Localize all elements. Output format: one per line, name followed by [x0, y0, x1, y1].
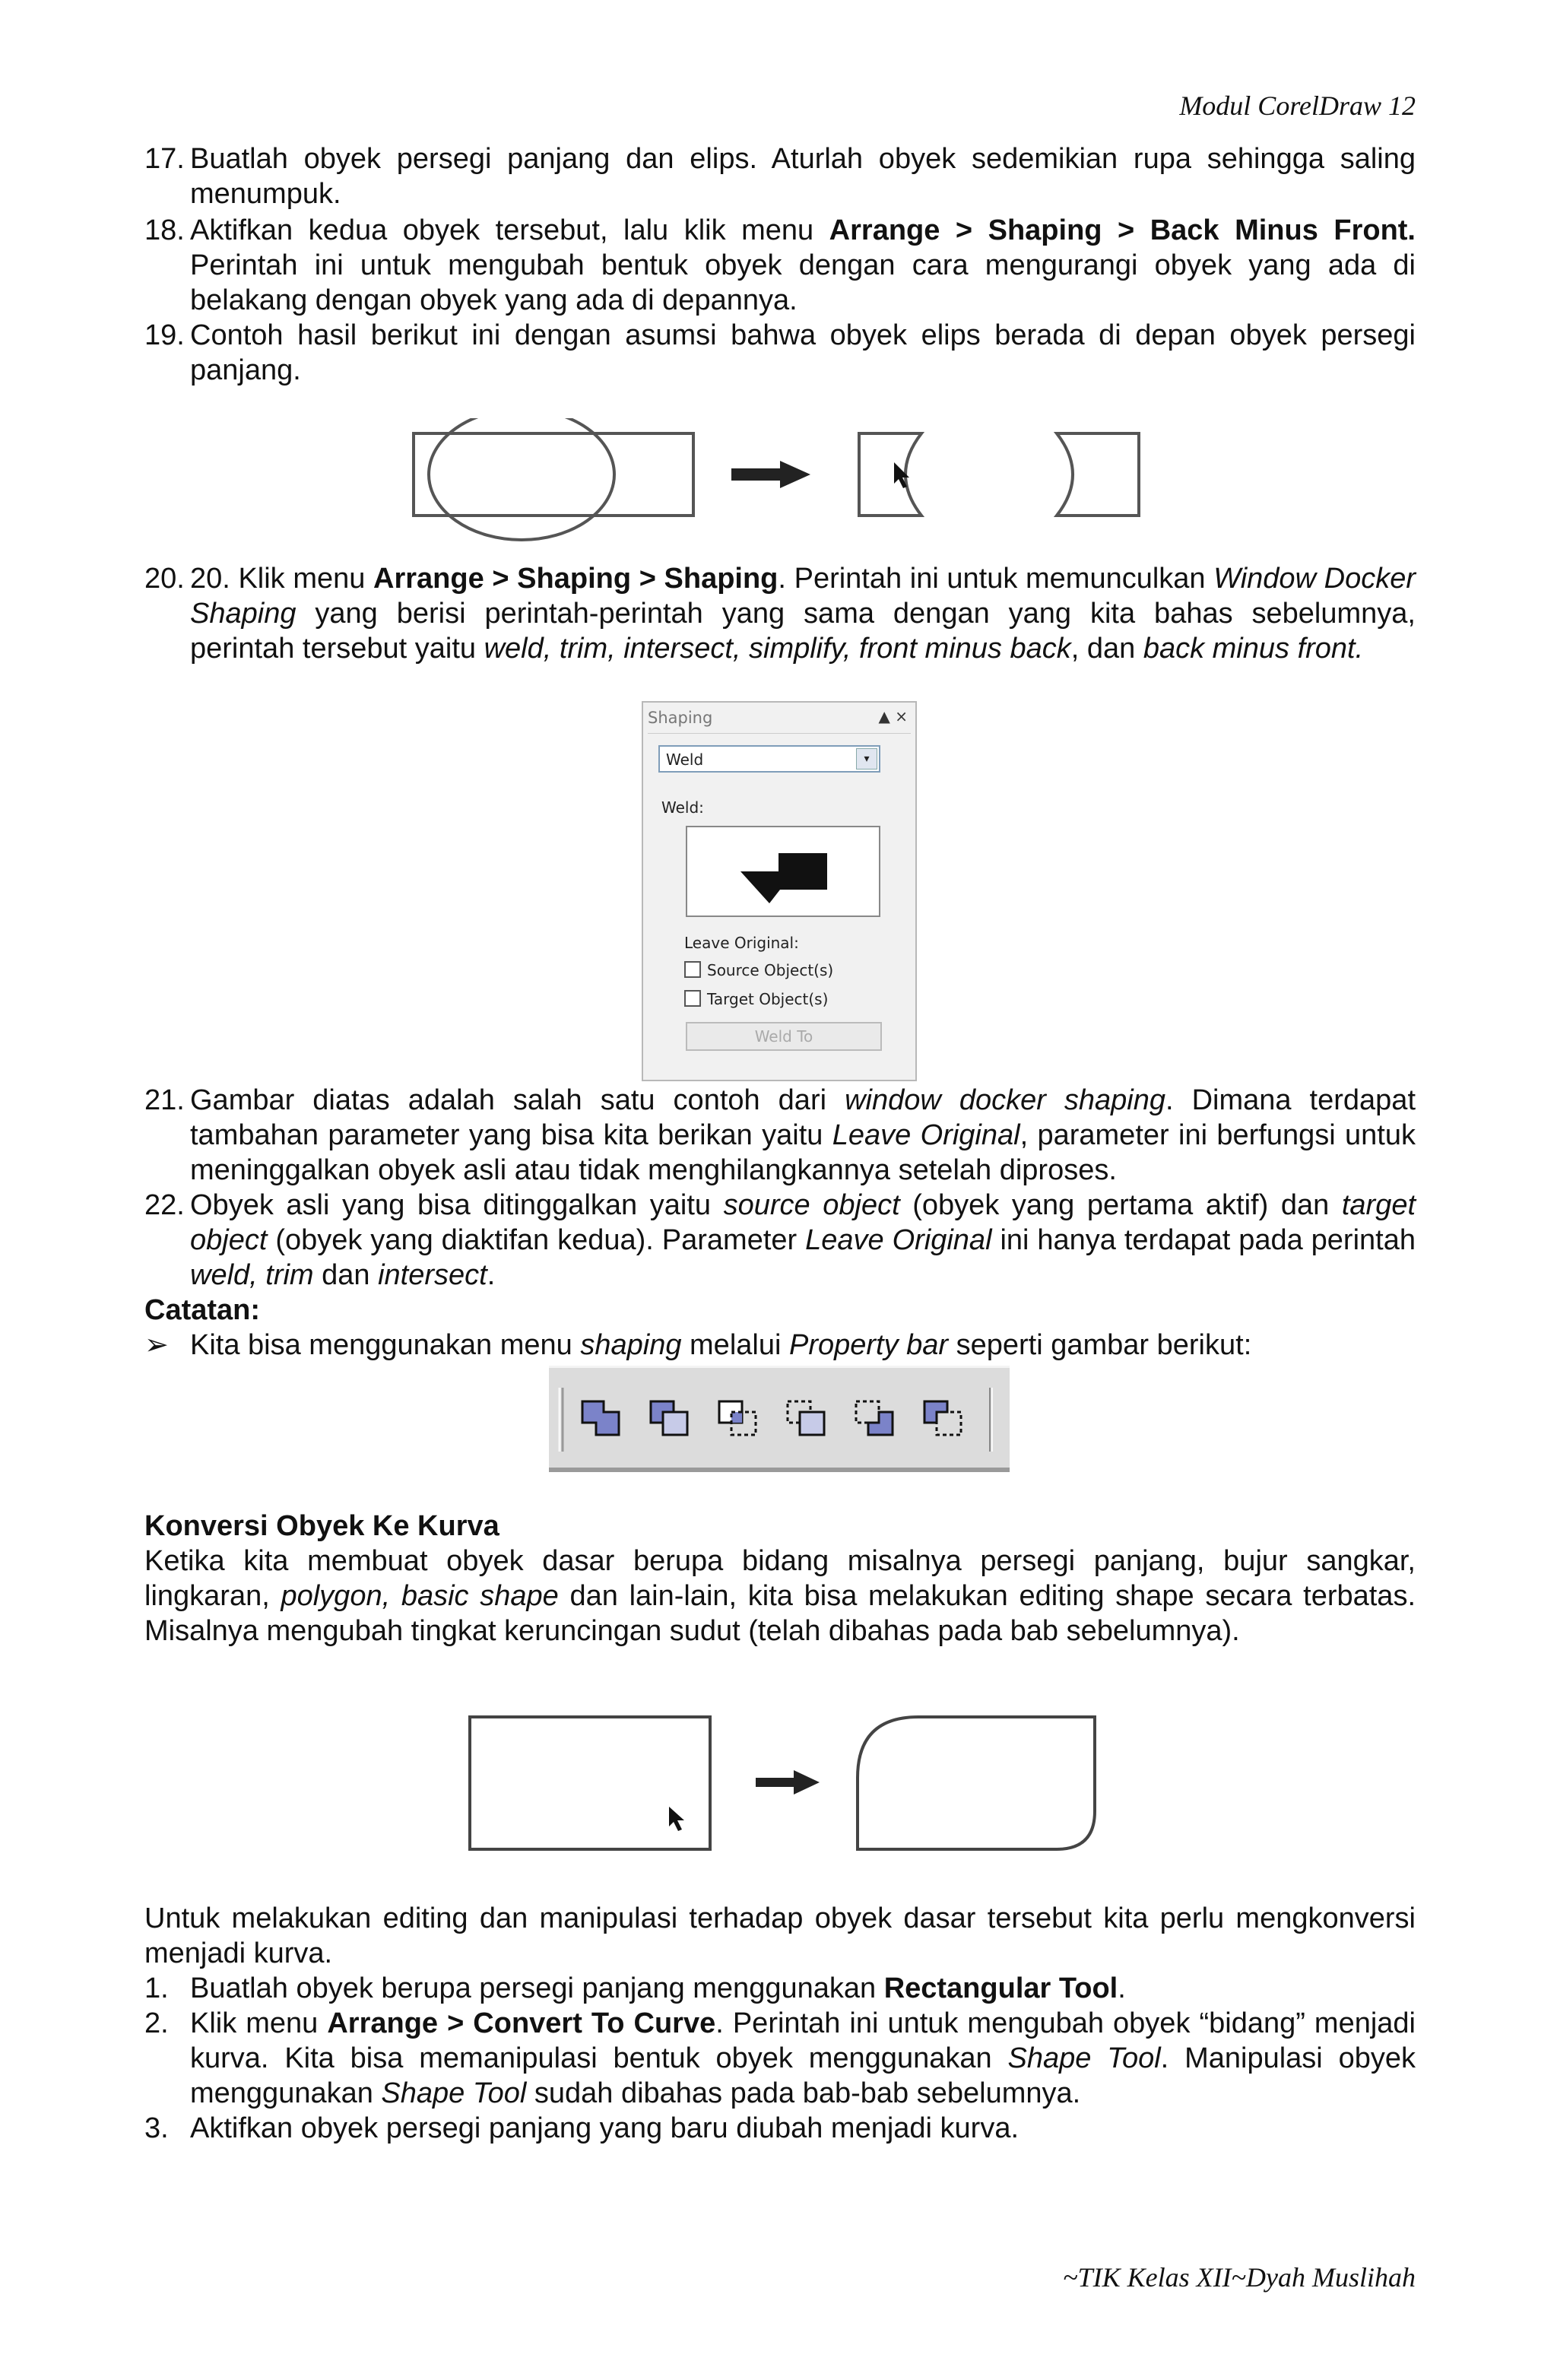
step-text: Buatlah obyek berupa persegi panjang menggunakan Rectangular Tool. [190, 1972, 1126, 2004]
item-number: 19. [144, 319, 185, 351]
weld-preview [686, 826, 880, 917]
result-right-shape [1057, 433, 1139, 516]
item-text: Aktifkan kedua obyek tersebut, lalu klik menu Arrange > Shaping > Back Minus Front. Perintah ini untuk mengubah bentuk obyek dengan cara mengurangi obyek yang ada di belakang dengan obyek yang ada di depannya. [190, 214, 1416, 316]
list-item-18 [144, 213, 1416, 318]
item-text: Contoh hasil berikut ini dengan asumsi bahwa obyek elips berada di depan obyek persegi panjang. [190, 319, 1416, 386]
target-object-checkbox[interactable] [684, 990, 701, 1007]
item-text: 20. Klik menu Arrange > Shaping > Shaping. Perintah ini untuk memunculkan Window Docker Shaping yang berisi perintah-perintah yang sama dengan yang kita bahas sebelumnya, perintah tersebut yaitu weld, trim, intersect, simplify, front minus back, dan back minus front. [190, 563, 1416, 665]
step-number: 2. [144, 2007, 169, 2039]
paragraph-1: Ketika kita membuat obyek dasar berupa bidang misalnya persegi panjang, bujur sangkar, lingkaran, polygon, basic shape dan lain-lain, kita bisa melakukan editing shape secara terbatas. Misalnya mengubah tingkat keruncingan sudut (telah dibahas pada bab sebelumnya). [144, 1545, 1416, 1647]
catatan-heading: Catatan: [144, 1294, 261, 1326]
back-minus-front-figure [403, 418, 1148, 547]
step-text: Klik menu Arrange > Convert To Curve. Perintah ini untuk mengubah obyek “bidang” menjadi kurva. Kita bisa memanipulasi bentuk obyek menggunakan Shape Tool. Manipulasi obyek menggunakan Shape Tool sudah dibahas pada bab-bab sebelumnya. [190, 2007, 1416, 2109]
back-minus-front-icon[interactable] [920, 1395, 966, 1441]
list-item-22 [144, 1188, 1416, 1293]
select-value: Weld [666, 750, 704, 769]
rectangle-shape [470, 1717, 710, 1849]
bullet-item [144, 1328, 1416, 1363]
intersect-icon[interactable] [715, 1395, 760, 1441]
cursor-icon [669, 1807, 684, 1831]
weld-label: Weld: [661, 798, 704, 817]
rectangle-shape [414, 433, 693, 516]
shaping-docker-window [642, 701, 917, 1081]
item-number: 20. [144, 563, 185, 595]
ellipse-shape [429, 418, 614, 540]
page-header: Modul CorelDraw 12 [1179, 90, 1416, 121]
docker-controls[interactable]: ▲ × [878, 707, 908, 725]
list-item-20 [144, 561, 1416, 666]
simplify-icon[interactable] [783, 1395, 829, 1441]
bullet-marker: ➢ [144, 1329, 169, 1361]
front-minus-back-icon[interactable] [851, 1395, 897, 1441]
trim-icon[interactable] [646, 1395, 692, 1441]
item-number: 17. [144, 143, 185, 175]
section-title: Konversi Obyek Ke Kurva [144, 1510, 499, 1542]
item-number: 21. [144, 1084, 185, 1116]
paragraph-2: Untuk melakukan editing dan manipulasi terhadap obyek dasar tersebut kita perlu mengkonversi menjadi kurva. [144, 1902, 1416, 1969]
step-2 [144, 2006, 1416, 2111]
step-1 [144, 1971, 1416, 2006]
shaping-property-bar [549, 1366, 1010, 1472]
weld-icon[interactable] [578, 1395, 623, 1441]
bullet-text: Kita bisa menggunakan menu shaping melalui Property bar seperti gambar berikut: [190, 1329, 1252, 1361]
page-footer: ~TIK Kelas XII~Dyah Muslihah [1063, 2262, 1416, 2293]
shaping-mode-select[interactable] [658, 745, 880, 773]
item-text: Gambar diatas adalah salah satu contoh dari window docker shaping. Dimana terdapat tambahan parameter yang bisa kita berikan yaitu Leave Original, parameter ini berfungsi untuk meninggalkan obyek asli atau tidak menghilangkannya setelah diproses. [190, 1084, 1416, 1186]
source-object-checkbox[interactable] [684, 961, 701, 978]
target-object-label: Target Object(s) [707, 990, 829, 1008]
step-3 [144, 2111, 1416, 2146]
list-item-17 [144, 141, 1416, 211]
toolbar-separator [985, 1388, 996, 1452]
convert-to-curve-figure [459, 1706, 1105, 1858]
step-number: 3. [144, 2112, 169, 2144]
weld-preview-icon [687, 827, 879, 916]
weld-to-button[interactable]: Weld To [686, 1022, 882, 1051]
divider [648, 733, 911, 734]
chevron-down-icon[interactable]: ▾ [856, 748, 877, 770]
arrow-shape [756, 1770, 820, 1795]
step-number: 1. [144, 1972, 169, 2004]
source-object-label: Source Object(s) [707, 961, 834, 979]
item-number: 22. [144, 1189, 185, 1221]
toolbar-grip [557, 1388, 567, 1452]
docker-title: Shaping [648, 709, 713, 727]
result-left-shape [859, 433, 921, 516]
list-item-21 [144, 1083, 1416, 1188]
leave-original-label: Leave Original: [684, 934, 799, 952]
item-number: 18. [144, 214, 185, 246]
arrow-shape [731, 461, 810, 488]
item-text: Buatlah obyek persegi panjang dan elips. Aturlah obyek sedemikian rupa sehingga saling menumpuk. [190, 143, 1416, 210]
list-item-19 [144, 318, 1416, 388]
step-text: Aktifkan obyek persegi panjang yang baru diubah menjadi kurva. [190, 2112, 1020, 2144]
item-text: Obyek asli yang bisa ditinggalkan yaitu source object (obyek yang pertama aktif) dan target object (obyek yang diaktifan kedua). Parameter Leave Original ini hanya terdapat pada perintah weld, trim dan intersect. [190, 1189, 1416, 1291]
rounded-rectangle-shape [858, 1717, 1095, 1849]
